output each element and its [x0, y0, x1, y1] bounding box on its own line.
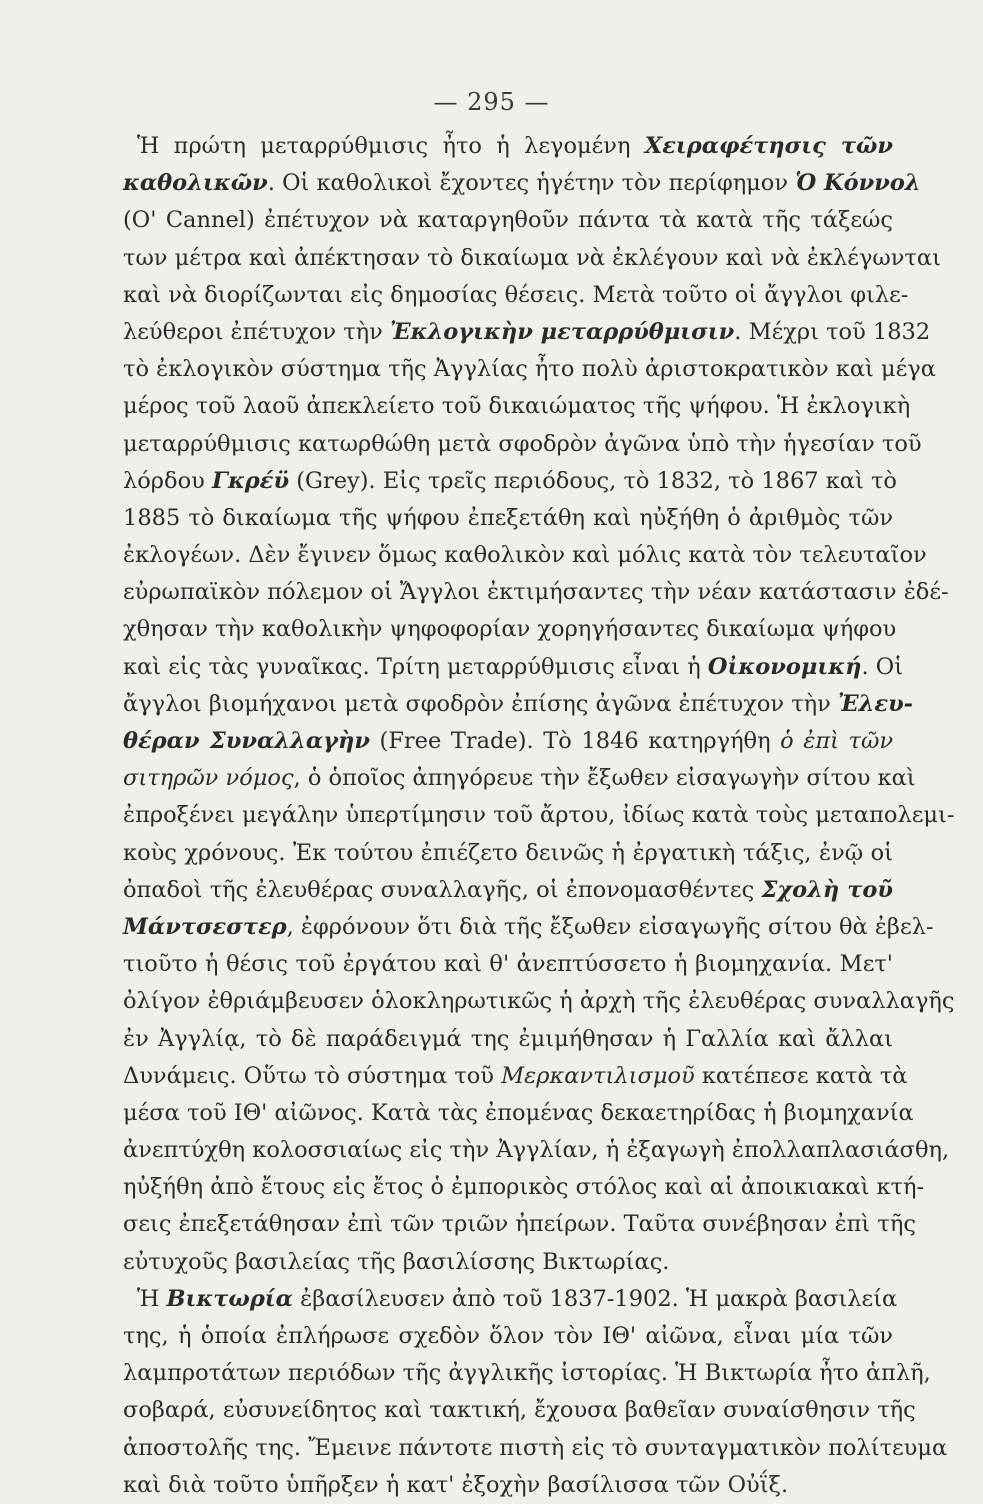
- emphasized-term: Χειραφέτησις τῶν: [644, 133, 893, 159]
- text-line: [123, 1281, 898, 1318]
- text-run: εὐτυχοῦς βασιλείας τῆς βασιλίσσης Βικτωρίας.: [123, 1248, 670, 1275]
- emphasized-term: Μάντσεστερ: [123, 913, 287, 940]
- text-run: Δυνάμεις. Οὕτω τὸ σύστημα τοῦ: [123, 1062, 502, 1089]
- text-run: , ὁ ὁποῖος ἀπηγόρευε τὴν ἔξωθεν εἰσαγωγὴν σίτου καὶ: [293, 765, 916, 792]
- text-line: [123, 1021, 893, 1058]
- text-line: [123, 1095, 914, 1132]
- text-run: καὶ διὰ τοῦτο ὑπῆρξεν ἡ κατ' ἐξοχὴν βασίλισσα τῶν Οὐΐξ.: [123, 1471, 789, 1498]
- text-run: Ἡ πρώτη μεταρρύθμισις ἦτο ἡ λεγομένη: [137, 133, 645, 159]
- text-line: [123, 1430, 948, 1467]
- text-line: [123, 1132, 950, 1169]
- text-line: [123, 835, 893, 872]
- emphasized-term: θέραν Συναλλαγὴν: [123, 728, 370, 754]
- text-line: [123, 351, 936, 388]
- body-text: [123, 128, 955, 1504]
- text-run: 1885 τὸ δικαίωμα τῆς ψήφου ἐπεξετάθη καὶ ηὐξήθη ὁ ἀριθμὸς τῶν: [123, 504, 893, 531]
- text-line: [123, 314, 931, 351]
- text-line: [123, 1244, 893, 1281]
- text-run: μέρος τοῦ λαοῦ ἀπεκλείετο τοῦ δικαιώματος τῆς ψήφου. Ἡ ἐκλογικὴ: [123, 393, 911, 420]
- text-line: [123, 1169, 925, 1206]
- text-run: εὐρωπαϊκὸν πόλεμον οἱ Ἄγγλοι ἐκτιμήσαντες τὴν νέαν κατάστασιν ἐδέ-: [123, 579, 949, 606]
- text-run: ἄγγλοι βιομήχανοι μετὰ σφοδρὸν ἐπίσης ἀγῶνα ἐπέτυχον τὴν: [123, 690, 838, 717]
- text-line: [123, 165, 921, 202]
- text-line: [123, 649, 904, 686]
- emphasized-term: Μερκαντιλισμοῦ: [501, 1062, 695, 1089]
- paragraph: [123, 128, 955, 1281]
- text-line: [123, 1467, 893, 1504]
- text-run: ἐκλογέων. Δὲν ἔγινεν ὅμως καθολικὸν καὶ μόλις κατὰ τὸν τελευταῖον: [123, 542, 927, 569]
- text-run: ὀλίγον ἐθριάμβευσεν ὁλοκληρωτικῶς ἡ ἀρχὴ τῆς ἐλευθέρας συναλλαγῆς: [123, 988, 955, 1015]
- text-line: [123, 500, 893, 537]
- text-line: [123, 202, 893, 239]
- text-line: [123, 611, 897, 648]
- text-run: κοὺς χρόνους. Ἐκ τούτου ἐπιέζετο δεινῶς ἡ ἐργατικὴ τάξις, ἐνῷ οἱ: [123, 839, 893, 866]
- emphasized-term: Γκρέϋ: [211, 467, 290, 494]
- text-run: . Μέχρι τοῦ 1832: [734, 318, 931, 345]
- emphasized-term: καθολικῶν: [123, 170, 268, 197]
- text-run: ἐν Ἀγγλίᾳ, τὸ δὲ παράδειγμά της ἐμιμήθησαν ἡ Γαλλία καὶ ἄλλαι: [123, 1025, 893, 1052]
- text-run: σεις ἐπεξετάθησαν ἐπὶ τῶν τριῶν ἠπείρων. Ταῦτα συνέβησαν ἐπὶ τῆς: [123, 1211, 916, 1238]
- text-run: των μέτρα καὶ ἀπέκτησαν τὸ δικαίωμα νὰ ἐκλέγουν καὶ νὰ ἐκλέγωνται: [123, 244, 941, 271]
- emphasized-term: Ἐκλογικὴν μεταρρύθμισιν: [389, 318, 735, 345]
- text-run: χθησαν τὴν καθολικὴν ψηφοφορίαν χορηγήσαντες δικαίωμα ψήφου: [123, 616, 897, 643]
- text-line: [123, 1058, 908, 1095]
- text-line: [123, 983, 955, 1020]
- text-run: ὀπαδοὶ τῆς ἐλευθέρας συναλλαγῆς, οἱ ἐπονομασθέντες: [123, 876, 762, 903]
- text-run: σοβαρά, εὐσυνείδητος καὶ τακτική, ἔχουσα βαθεῖαν συναίσθησιν τῆς: [123, 1397, 916, 1424]
- emphasized-term: Ὁ Κόννολ: [795, 170, 921, 197]
- text-line: [123, 686, 914, 723]
- text-run: ἀνεπτύχθη κολοσσιαίως εἰς τὴν Ἀγγλίαν, ἡ ἐξαγωγὴ ἐπολλαπλασιάσθη,: [123, 1137, 950, 1164]
- text-line: [123, 909, 934, 946]
- emphasized-term: Ἐλευ-: [837, 690, 914, 717]
- page-number: — 295 —: [433, 88, 550, 116]
- text-line: [123, 388, 911, 425]
- text-run: καὶ εἰς τὰς γυναῖκας. Τρίτη μεταρρύθμισις εἶναι ἡ: [123, 653, 708, 680]
- text-line: [123, 574, 949, 611]
- text-line: [123, 797, 955, 834]
- text-line: [123, 426, 922, 463]
- text-run: ἀποστολῆς της. Ἔμεινε πάντοτε πιστὴ εἰς τὸ συνταγματικὸν πολίτευμα: [123, 1434, 948, 1461]
- text-line: [123, 1318, 893, 1355]
- text-run: (O' Cannel) ἐπέτυχον νὰ καταργηθοῦν πάντα τὰ κατὰ τῆς τάξεώς: [123, 207, 893, 234]
- emphasized-term: σιτηρῶν νόμος: [123, 765, 294, 792]
- text-line: [123, 128, 893, 165]
- text-run: (Grey). Εἰς τρεῖς περιόδους, τὸ 1832, τὸ 1867 καὶ τὸ: [289, 467, 897, 494]
- text-line: [123, 463, 897, 500]
- text-run: . Οἱ καθολικοὶ ἔχοντες ἡγέτην τὸν περίφημον: [267, 170, 796, 197]
- emphasized-term: Σχολὴ τοῦ: [761, 876, 893, 903]
- emphasized-term: ὁ ἐπὶ τῶν: [780, 728, 893, 754]
- emphasized-term: Οἰκονομική: [707, 653, 862, 680]
- text-line: [123, 1206, 916, 1243]
- text-run: λόρδου: [123, 467, 212, 494]
- text-run: . Οἱ: [861, 653, 904, 680]
- text-run: (Free Trade). Τὸ 1846 κατηργήθη: [369, 728, 781, 754]
- emphasized-term: Βικτωρία: [166, 1285, 293, 1312]
- text-run: μεταρρύθμισις κατωρθώθη μετὰ σφοδρὸν ἀγῶνα ὑπὸ τὴν ἡγεσίαν τοῦ: [123, 430, 922, 457]
- text-line: [123, 946, 893, 983]
- text-line: [123, 240, 941, 277]
- text-run: κατέπεσε κατὰ τὰ: [694, 1062, 908, 1089]
- text-run: μέσα τοῦ ΙΘ' αἰῶνος. Κατὰ τὰς ἐπομένας δεκαετηρίδας ἡ βιομηχανία: [123, 1099, 914, 1126]
- text-run: , ἐφρόνουν ὅτι διὰ τῆς ἔξωθεν εἰσαγωγῆς σίτου θὰ ἐβελ-: [286, 913, 934, 940]
- text-line: [123, 1392, 916, 1429]
- paragraph: [123, 1281, 948, 1504]
- text-line: [123, 277, 909, 314]
- text-run: τιοῦτο ἡ θέσις τοῦ ἐργάτου καὶ θ' ἀνεπτύσσετο ἡ βιομηχανία. Μετ': [123, 951, 893, 978]
- text-line: [123, 723, 893, 760]
- text-line: [123, 760, 916, 797]
- text-line: [123, 1355, 931, 1392]
- text-run: λεύθεροι ἐπέτυχον τὴν: [123, 318, 390, 345]
- text-run: λαμπροτάτων περιόδων τῆς ἀγγλικῆς ἱστορίας. Ἡ Βικτωρία ἦτο ἁπλῆ,: [123, 1360, 931, 1387]
- text-run: καὶ νὰ διορίζωνται εἰς δημοσίας θέσεις. Μετὰ τοῦτο οἱ ἄγγλοι φιλε-: [123, 281, 909, 308]
- text-run: ἐβασίλευσεν ἀπὸ τοῦ 1837-1902. Ἡ μακρὰ βασιλεία: [292, 1285, 898, 1312]
- text-run: της, ἡ ὁποία ἐπλήρωσε σχεδὸν ὅλον τὸν ΙΘ' αἰῶνα, εἶναι μία τῶν: [123, 1323, 893, 1349]
- text-run: ηὐξήθη ἀπὸ ἔτους εἰς ἔτος ὁ ἐμπορικὸς στόλος καὶ αἱ ἀποικιακαὶ κτή-: [123, 1174, 925, 1201]
- text-line: [123, 872, 893, 909]
- text-run: ἐπροξένει μεγάλην ὑπερτίμησιν τοῦ ἄρτου, ἰδίως κατὰ τοὺς μεταπολεμι-: [123, 802, 955, 829]
- text-line: [123, 537, 927, 574]
- text-run: Ἡ: [137, 1285, 167, 1312]
- text-run: τὸ ἐκλογικὸν σύστημα τῆς Ἀγγλίας ἦτο πολὺ ἀριστοκρατικὸν καὶ μέγα: [123, 356, 936, 383]
